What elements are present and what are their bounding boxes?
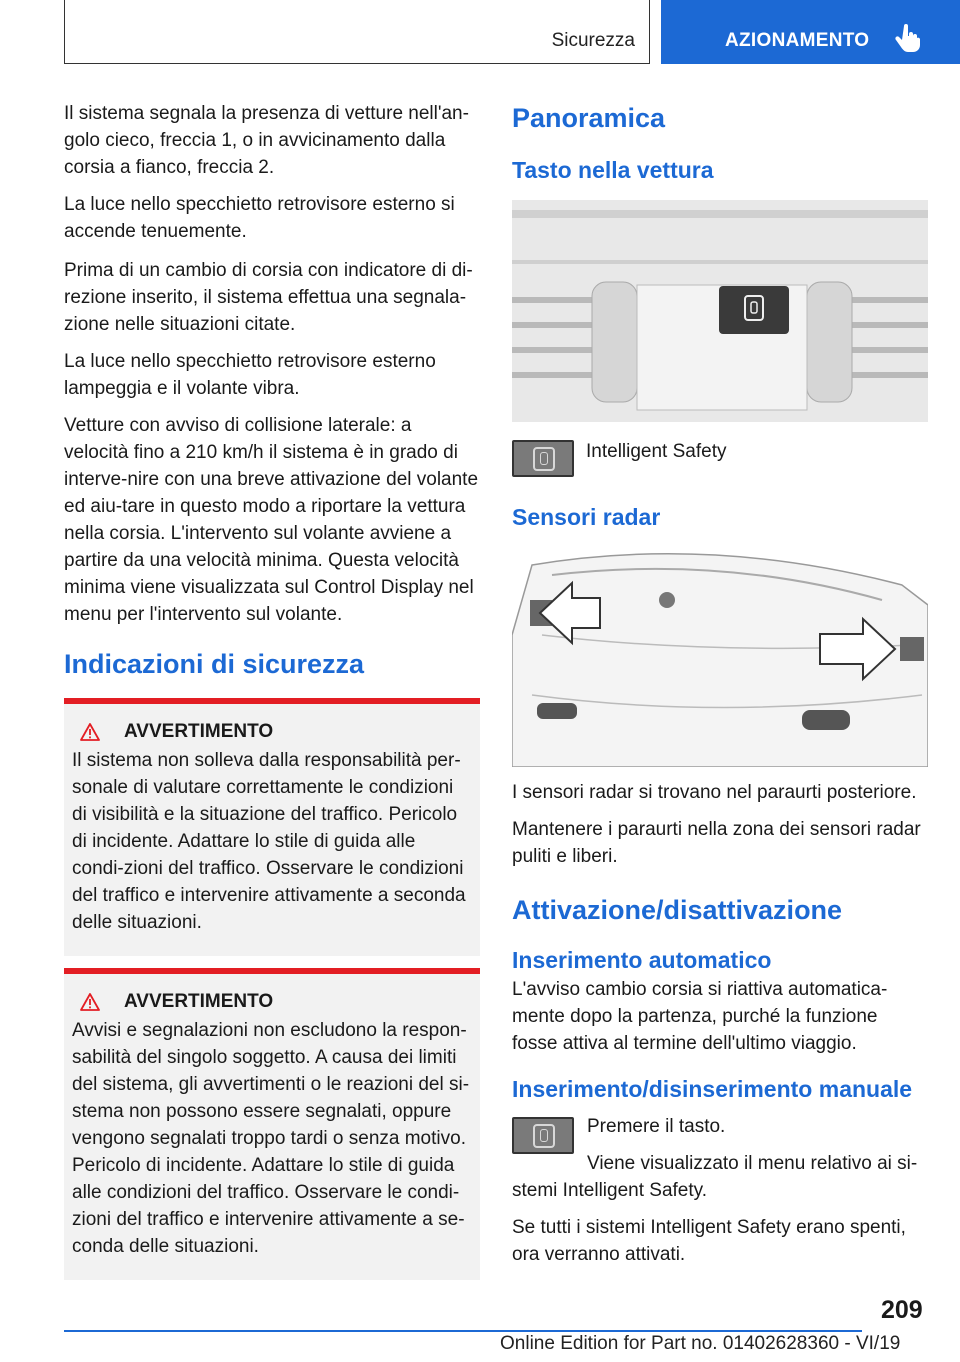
- header-section-box: [64, 0, 650, 64]
- paragraph: Premere il tasto.: [587, 1116, 726, 1137]
- right-column: [512, 100, 928, 1268]
- intelligent-safety-button-icon: [512, 440, 574, 477]
- paragraph: L'avviso cambio corsia si riattiva automatica‐mente dopo la partenza, purché la funzione fosse attiva al termine dell'ultimo viaggio.: [512, 979, 888, 1054]
- warning-text: Avvisi e segnalazioni non escludono la respon‐sabilità del singolo soggetto. A causa dei limiti del sistema, gli avvertimenti o le reazioni del si‐stema non possono essere segnalati, oppure vengono segnalati troppo tardi o senza motivo. Pericolo di incidente. Adattare lo stile di guida alle condizioni del traffico. Osservare le condi‐zioni del traffico e intervenire attivamente a se‐conda delle situazioni.: [72, 1020, 470, 1257]
- heading-panoramica: Panoramica: [512, 103, 666, 133]
- header-chapter-label: AZIONAMENTO: [725, 30, 870, 51]
- heading-radar-sensors: Sensori radar: [512, 504, 661, 530]
- paragraph: Vetture con avviso di collisione laterale: a velocità fino a 210 km/h il sistema è in grado di interve‐nire con una breve attivazione del volante ed aiu‐tare in questo modo a riportare la vettura nella corsia. L'intervento sul volante avviene a partire da una velocità minima. Questa velocità minima viene visualizzata sul Control Display nel menu per l'intervento sul volante.: [64, 415, 479, 625]
- paragraph: La luce nello specchietto retrovisore esterno lampeggia e il volante vibra.: [64, 351, 436, 399]
- paragraph: Se tutti i sistemi Intelligent Safety erano spenti, ora verranno attivati.: [512, 1217, 906, 1265]
- manual-activation-block: [512, 1113, 928, 1204]
- footer-edition: Online Edition for Part no. 01402628360 - VI/19: [500, 1333, 901, 1354]
- paragraph: La luce nello specchietto retrovisore esterno si accende tenuemente.: [64, 194, 455, 242]
- heading-activation: Attivazione/disattivazione: [512, 895, 843, 925]
- hand-pointer-icon: [895, 24, 921, 52]
- warning-text: Il sistema non solleva dalla responsabilità per‐sonale di valutare correttamente le condizioni di visibilità e la situazione del traffico. Pericolo di incidente. Adattare lo stile di guida alle condi‐zioni del traffico. Osservare le condizioni del traffico e intervenire attivamente a seconda delle situazioni.: [72, 750, 466, 933]
- section-heading-safety: Indicazioni di sicurezza: [64, 649, 365, 679]
- intelligent-safety-button-icon: [512, 1117, 574, 1154]
- page-number: 209: [881, 1296, 923, 1324]
- heading-button-in-car: Tasto nella vettura: [512, 157, 714, 183]
- paragraph: I sensori radar si trovano nel paraurti posteriore.: [512, 782, 917, 803]
- paragraph: Il sistema segnala la presenza di vetture nell'an‐golo cieco, freccia 1, o in avvicinamento dalla corsia a fianco, freccia 2.: [64, 103, 469, 178]
- header-chapter-tab: [661, 0, 960, 64]
- warning-title: AVVERTIMENTO: [124, 991, 274, 1012]
- warning-triangle-icon: [80, 993, 100, 1011]
- warning-title: AVVERTIMENTO: [124, 721, 274, 742]
- warning-triangle-icon: [80, 723, 100, 741]
- warning-box: [64, 968, 480, 1280]
- dashboard-button-image: [512, 200, 928, 422]
- button-legend-row: [512, 440, 928, 477]
- warning-box: [64, 698, 480, 956]
- heading-manual-activation: Inserimento/disinserimento manuale: [512, 1076, 913, 1102]
- paragraph: Mantenere i paraurti nella zona dei sensori radar puliti e liberi.: [512, 819, 921, 867]
- rear-bumper-sensors-image: [512, 545, 928, 767]
- button-legend-label: Intelligent Safety: [586, 441, 727, 462]
- header-section-title: Sicurezza: [551, 30, 635, 51]
- footer-rule: [64, 1330, 862, 1332]
- paragraph: Viene visualizzato il menu relativo ai si‐stemi Intelligent Safety.: [512, 1153, 918, 1201]
- left-column: [64, 100, 480, 1280]
- heading-auto-activation: Inserimento automatico: [512, 947, 772, 973]
- paragraph: Prima di un cambio di corsia con indicatore di di‐rezione inserito, il sistema effettua una segnala‐zione nelle situazioni citate.: [64, 260, 473, 335]
